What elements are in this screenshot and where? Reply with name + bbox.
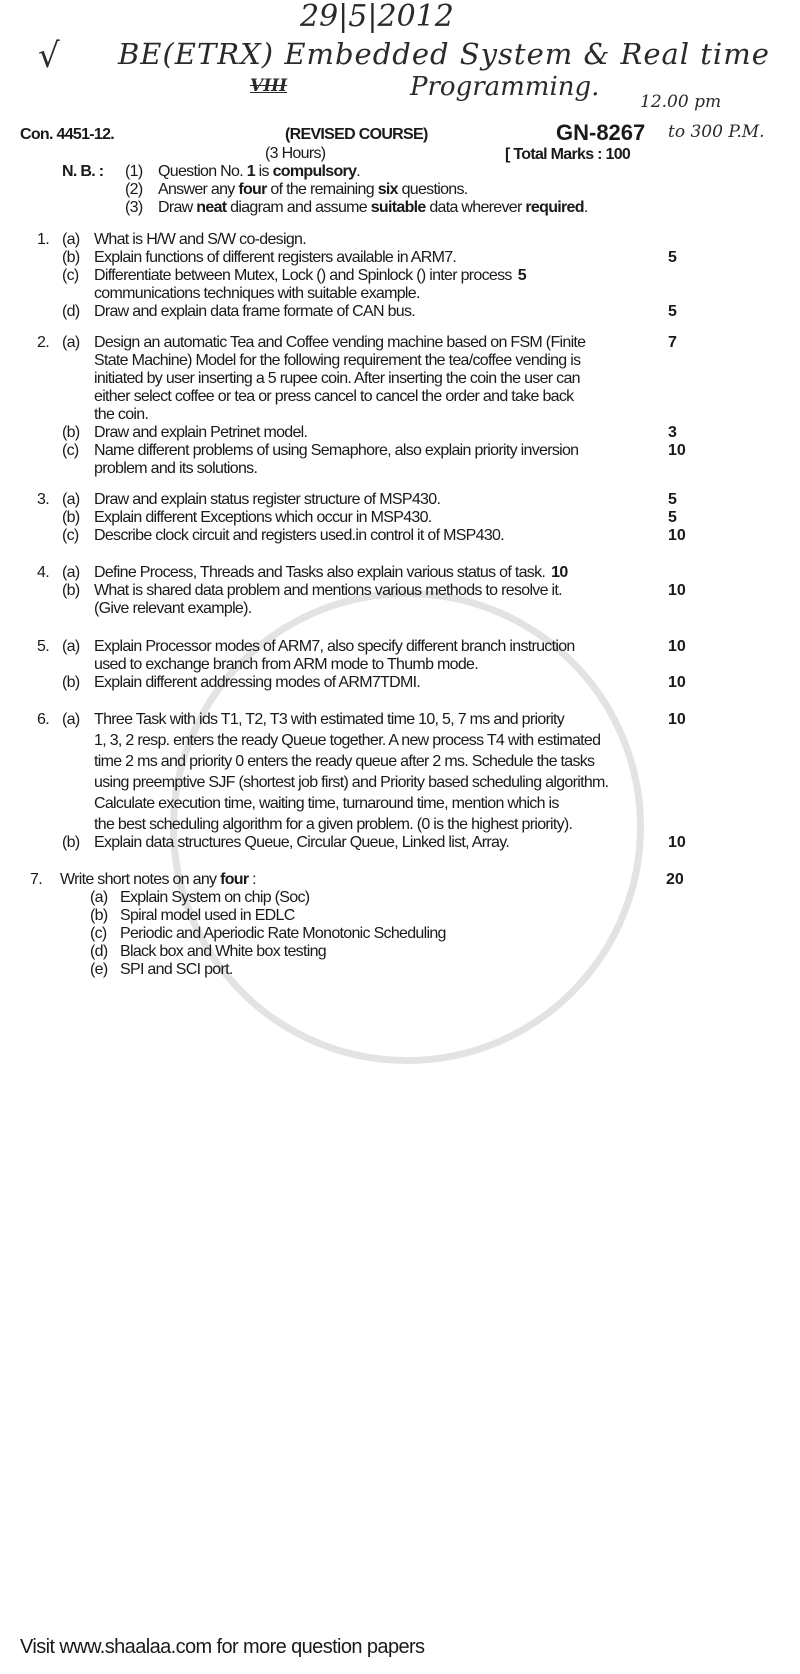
part-label: (b): [90, 907, 108, 924]
question-text: Explain different Exceptions which occur in MSP430.: [94, 509, 432, 526]
text-segment: data wherever: [425, 199, 526, 216]
marks: 10: [668, 638, 686, 655]
question-text: problem and its solutions.: [94, 460, 258, 477]
part-label: (a): [62, 334, 80, 351]
part-label: (c): [62, 527, 79, 544]
part-label: (b): [62, 249, 80, 266]
marks: 5: [668, 303, 677, 320]
short-note-item: Explain System on chip (Soc): [120, 889, 310, 906]
text-segment: Write short notes on any: [60, 871, 221, 888]
con-number: Con. 4451-12.: [20, 126, 115, 143]
question-text: used to exchange branch from ARM mode to Thumb mode.: [94, 656, 478, 673]
marks: 5: [668, 249, 677, 266]
question-text-line: [60, 871, 256, 889]
handwritten-check: √: [38, 36, 60, 76]
part-label: (c): [62, 442, 79, 459]
text-segment: six: [377, 181, 398, 198]
question-text: Calculate execution time, waiting time, turnaround time, mention which is: [94, 795, 559, 812]
text-segment: of the remaining: [266, 181, 378, 198]
part-label: (b): [62, 509, 80, 526]
marks: 20: [666, 871, 684, 888]
part-label: (d): [90, 943, 108, 960]
marks: 10: [668, 442, 686, 459]
text-segment: .: [356, 163, 361, 180]
text-segment: compulsory: [272, 163, 357, 180]
question-text: Explain functions of different registers available in ARM7.: [94, 249, 457, 266]
text-segment: four: [238, 181, 267, 198]
text-segment: neat: [196, 199, 227, 216]
question-text-line: [94, 388, 573, 406]
instruction-text: [158, 199, 588, 217]
handwritten-semester: VIII: [250, 76, 288, 96]
marks: 10: [668, 582, 686, 599]
question-text-line: [94, 834, 509, 852]
question-text: the coin.: [94, 406, 149, 423]
part-label: (c): [90, 925, 107, 942]
question-text: Explain Processor modes of ARM7, also specify different branch instruction: [94, 638, 575, 655]
handwritten-course: BE(ETRX) Embedded System & Real time: [118, 37, 770, 71]
text-segment: Draw: [158, 199, 197, 216]
question-text: communications techniques with suitable example.: [94, 285, 420, 302]
question-text: using preemptive SJF (shortest job first) and Priority based scheduling algorithm.: [94, 774, 609, 791]
part-label: (b): [62, 582, 80, 599]
question-number: 2.: [37, 334, 49, 351]
question-number: 3.: [37, 491, 49, 508]
instruction-number: (3): [125, 199, 143, 216]
question-text: Differentiate between Mutex, Lock () and Spinlock () inter process: [94, 267, 512, 284]
question-text: (Give relevant example).: [94, 600, 252, 617]
text-segment: 1: [246, 163, 255, 180]
question-text-line: [94, 732, 600, 750]
marks: 10: [668, 834, 686, 851]
instruction-text: [158, 163, 360, 181]
question-text-line: [94, 460, 257, 478]
text-segment: suitable: [370, 199, 426, 216]
question-text-line: [94, 564, 568, 582]
text-segment: questions.: [397, 181, 468, 198]
question-text: Draw and explain Petrinet model.: [94, 424, 308, 441]
text-segment: required: [525, 199, 584, 216]
question-text-line: [94, 442, 578, 460]
question-text-line: [94, 334, 585, 352]
question-number: 5.: [37, 638, 49, 655]
part-label: (b): [62, 424, 80, 441]
question-text-line: [94, 303, 415, 321]
question-text: Describe clock circuit and registers used.in control it of MSP430.: [94, 527, 504, 544]
question-text-line: [94, 774, 608, 792]
marks: 5: [668, 509, 677, 526]
question-text-line: [94, 638, 575, 656]
handwritten-time-to: to 300 P.M.: [668, 122, 765, 142]
question-number: 1.: [37, 231, 49, 248]
marks: 10: [668, 711, 686, 728]
text-segment: four: [220, 871, 249, 888]
question-text-line: [94, 406, 148, 424]
total-marks: [ Total Marks : 100: [505, 146, 631, 163]
part-label: (a): [62, 231, 80, 248]
short-note-item: Black box and White box testing: [120, 943, 326, 960]
text-segment: is: [254, 163, 273, 180]
question-text-line: [94, 491, 440, 509]
marks: 5: [668, 491, 677, 508]
nb-label: N. B. :: [62, 163, 104, 180]
instruction-text: [158, 181, 468, 199]
marks: 3: [668, 424, 677, 441]
part-label: (a): [90, 889, 108, 906]
instruction-number: (2): [125, 181, 143, 198]
text-segment: .: [583, 199, 588, 216]
marks: 10: [668, 674, 686, 691]
marks: 7: [668, 334, 677, 351]
question-text-line: [94, 711, 564, 729]
footer-link-text: Visit www.shaalaa.com for more question papers: [20, 1636, 425, 1658]
question-text: Design an automatic Tea and Coffee vending machine based on FSM (Finite: [94, 334, 586, 351]
marks: 10: [668, 527, 686, 544]
question-text: What is H/W and S/W co-design.: [94, 231, 306, 248]
text-segment: Question No.: [158, 163, 247, 180]
part-label: (d): [62, 303, 80, 320]
question-text-line: [94, 753, 594, 771]
question-text-line: [94, 285, 420, 303]
short-note-item: Spiral model used in EDLC: [120, 907, 295, 924]
instruction-number: (1): [125, 163, 143, 180]
question-text-line: [94, 249, 456, 267]
part-label: (e): [90, 961, 108, 978]
question-text-line: [94, 231, 306, 249]
question-text-line: [94, 816, 572, 834]
question-text-line: [94, 527, 504, 545]
paper-code: GN-8267: [556, 120, 646, 145]
question-text-line: [94, 509, 432, 527]
question-text: time 2 ms and priority 0 enters the ready queue after 2 ms. Schedule the tasks: [94, 753, 595, 770]
handwritten-date: 29|5|2012: [300, 0, 454, 34]
part-label: (b): [62, 834, 80, 851]
question-text-line: [94, 674, 420, 692]
question-text: Name different problems of using Semaphore, also explain priority inversion: [94, 442, 579, 459]
marks: 5: [517, 267, 526, 284]
question-text-line: [94, 370, 580, 388]
short-note-item: Periodic and Aperiodic Rate Monotonic Scheduling: [120, 925, 446, 942]
part-label: (a): [62, 711, 80, 728]
question-text: initiated by user inserting a 5 rupee coin. After inserting the coin the user can: [94, 370, 580, 387]
question-text: the best scheduling algorithm for a given problem. (0 is the highest priority).: [94, 816, 573, 833]
question-text: Define Process, Threads and Tasks also explain various status of task.: [94, 564, 546, 581]
marks: 10: [551, 564, 568, 581]
part-label: (a): [62, 491, 80, 508]
question-text: Draw and explain data frame formate of CAN bus.: [94, 303, 416, 320]
question-text-line: [94, 600, 252, 618]
part-label: (a): [62, 564, 80, 581]
question-text: Three Task with ids T1, T2, T3 with estimated time 10, 5, 7 ms and priority: [94, 711, 565, 728]
course-type: (REVISED COURSE): [285, 126, 428, 143]
question-text: State Machine) Model for the following requirement the tea/coffee vending is: [94, 352, 581, 369]
text-segment: Answer any: [158, 181, 239, 198]
handwritten-time-from: 12.00 pm: [640, 92, 722, 112]
question-text-line: [94, 352, 580, 370]
question-text-line: [94, 267, 526, 285]
question-text: Explain data structures Queue, Circular Queue, Linked list, Array.: [94, 834, 510, 851]
question-text: Explain different addressing modes of ARM7TDMI.: [94, 674, 421, 691]
question-text: either select coffee or tea or press cancel to cancel the order and take back: [94, 388, 574, 405]
short-note-item: SPI and SCI port.: [120, 961, 233, 978]
question-text-line: [94, 424, 307, 442]
question-text-line: [94, 582, 562, 600]
part-label: (b): [62, 674, 80, 691]
part-label: (a): [62, 638, 80, 655]
handwritten-subject: Programming.: [410, 72, 600, 102]
text-segment: diagram and assume: [226, 199, 371, 216]
part-label: (c): [62, 267, 79, 284]
question-number: 7.: [30, 871, 42, 888]
question-text-line: [94, 656, 478, 674]
question-text: What is shared data problem and mentions various methods to resolve it.: [94, 582, 562, 599]
text-segment: :: [248, 871, 256, 888]
question-number: 6.: [37, 711, 49, 728]
question-text-line: [94, 795, 559, 813]
duration: (3 Hours): [265, 145, 326, 162]
question-number: 4.: [37, 564, 49, 581]
question-text: 1, 3, 2 resp. enters the ready Queue together. A new process T4 with estimated: [94, 732, 601, 749]
question-text: Draw and explain status register structure of MSP430.: [94, 491, 441, 508]
